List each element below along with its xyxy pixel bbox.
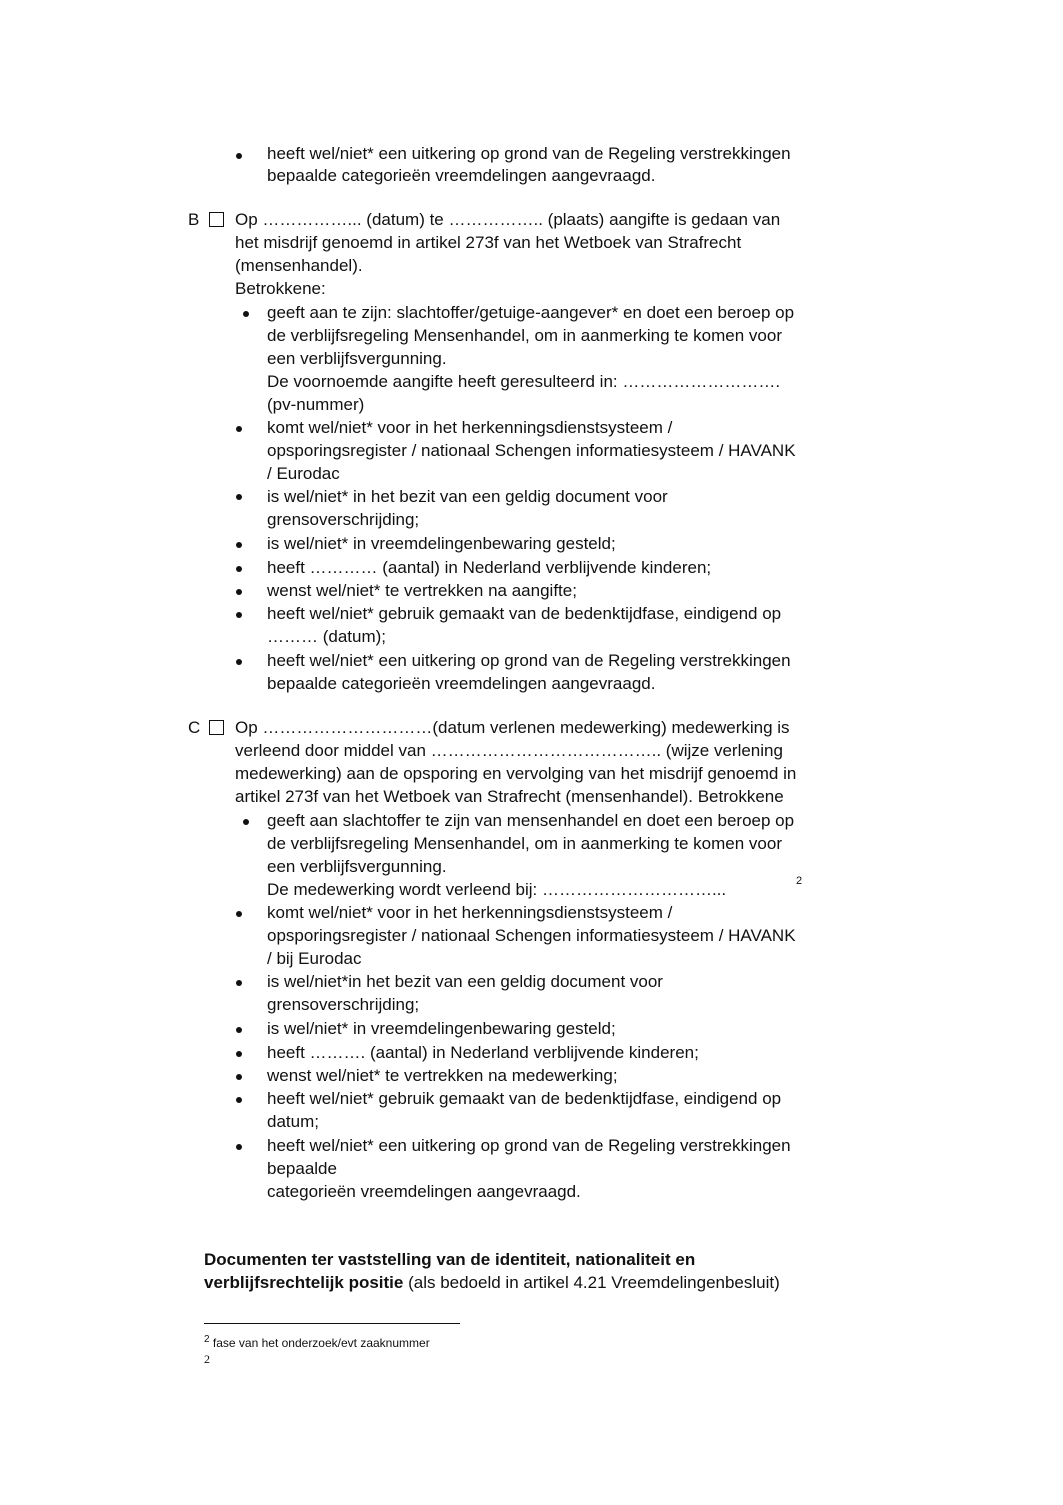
- list-item-line: een verblijfsvergunning.: [267, 349, 447, 368]
- list-item-line: ……… (datum);: [267, 627, 387, 646]
- list-item-line: grensoverschrijding;: [267, 510, 420, 529]
- list-item-line: is wel/niet*in het bezit van een geldig document voor: [267, 972, 663, 991]
- heading-line: Documenten ter vaststelling van de identiteit, nationaliteit en: [204, 1250, 696, 1269]
- bullet-icon: [236, 1074, 242, 1080]
- bullet-icon: [236, 1051, 242, 1057]
- list-item-line: heeft wel/niet* gebruik gemaakt van de bedenktijdfase, eindigend op: [267, 604, 782, 623]
- list-item-line: heeft wel/niet* een uitkering op grond van de Regeling verstrekkingen: [267, 651, 791, 670]
- heading-normal-part: (als bedoeld in artikel 4.21 Vreemdelingenbesluit): [403, 1273, 780, 1292]
- list-item-line: heeft wel/niet* een uitkering op grond van de Regeling verstrekkingen: [267, 144, 791, 163]
- footnote-separator: [204, 1323, 460, 1324]
- list-item-line: geeft aan slachtoffer te zijn van mensenhandel en doet een beroep op: [267, 811, 795, 830]
- section-letter: C: [188, 718, 201, 737]
- footnote-ref[interactable]: 2: [796, 875, 803, 887]
- footnote-text: fase van het onderzoek/evt zaaknummer: [212, 1336, 430, 1350]
- list-item-line: geeft aan te zijn: slachtoffer/getuige-aangever* en doet een beroep op: [267, 303, 795, 322]
- bullet-icon: [236, 494, 242, 500]
- list-item-line: opsporingsregister / nationaal Schengen informatiesysteem / HAVANK: [267, 441, 796, 460]
- list-item-line: wenst wel/niet* te vertrekken na medewerking;: [267, 1066, 618, 1085]
- section-intro-line: verleend door middel van ………………………………….. (wijze verlening: [235, 741, 783, 760]
- list-item-line: is wel/niet* in vreemdelingenbewaring gesteld;: [267, 1019, 616, 1038]
- list-item-line: bepaalde categorieën vreemdelingen aangevraagd.: [267, 674, 656, 693]
- section-intro-line: Op …………………………(datum verlenen medewerking) medewerking is: [235, 718, 790, 737]
- bullet-icon: [236, 659, 242, 665]
- list-item-line: heeft ………. (aantal) in Nederland verblijvende kinderen;: [267, 1043, 699, 1062]
- bullet-icon: [236, 1027, 242, 1033]
- list-item-line: (pv-nummer): [267, 395, 365, 414]
- section-intro-line: medewerking) aan de opsporing en vervolging van het misdrijf genoemd in: [235, 764, 797, 783]
- footnote-number: 2: [204, 1334, 210, 1345]
- list-item-line: / Eurodac: [267, 464, 340, 483]
- checkbox-c[interactable]: [209, 720, 224, 735]
- checkbox-b[interactable]: [209, 212, 224, 227]
- section-intro-line: (mensenhandel).: [235, 256, 363, 275]
- section-letter: B: [188, 210, 200, 229]
- bullet-icon: [243, 311, 249, 317]
- heading-bold-part: verblijfsrechtelijk positie: [204, 1273, 404, 1292]
- list-item-line: de verblijfsregeling Mensenhandel, om in aanmerking te komen voor: [267, 834, 783, 853]
- bullet-icon: [236, 1097, 242, 1103]
- list-item-line: grensoverschrijding;: [267, 995, 420, 1014]
- list-item-line: heeft wel/niet* gebruik gemaakt van de bedenktijdfase, eindigend op: [267, 1089, 782, 1108]
- bullet-icon: [236, 153, 242, 159]
- section-intro-line: Op ……………... (datum) te …………….. (plaats) aangifte is gedaan van: [235, 210, 781, 229]
- bullet-icon: [236, 426, 242, 432]
- bullet-icon: [236, 980, 242, 986]
- list-item-line: komt wel/niet* voor in het herkenningsdienstsysteem /: [267, 903, 673, 922]
- list-item-line: / bij Eurodac: [267, 949, 362, 968]
- footnote: [204, 1333, 430, 1350]
- list-item-line: opsporingsregister / nationaal Schengen informatiesysteem / HAVANK: [267, 926, 796, 945]
- bullet-icon: [243, 819, 249, 825]
- list-item-line: wenst wel/niet* te vertrekken na aangifte;: [267, 581, 577, 600]
- list-item-line: de verblijfsregeling Mensenhandel, om in aanmerking te komen voor: [267, 326, 783, 345]
- bullet-icon: [236, 566, 242, 572]
- list-item-line: heeft wel/niet* een uitkering op grond van de Regeling verstrekkingen: [267, 1136, 791, 1155]
- heading-line: [204, 1272, 780, 1294]
- bullet-icon: [236, 589, 242, 595]
- section-intro-line: artikel 273f van het Wetboek van Strafrecht (mensenhandel). Betrokkene: [235, 787, 784, 806]
- list-item-line: categorieën vreemdelingen aangevraagd.: [267, 1182, 581, 1201]
- list-item-line: bepaalde: [267, 1159, 337, 1178]
- list-item-line: is wel/niet* in vreemdelingenbewaring gesteld;: [267, 534, 616, 553]
- list-item-line: komt wel/niet* voor in het herkenningsdienstsysteem /: [267, 418, 673, 437]
- list-item-line: bepaalde categorieën vreemdelingen aangevraagd.: [267, 166, 656, 185]
- list-item-line: De voornoemde aangifte heeft geresulteerd in: ……………………….: [267, 372, 781, 391]
- list-item-line: datum;: [267, 1112, 319, 1131]
- list-item-line: is wel/niet* in het bezit van een geldig document voor: [267, 487, 668, 506]
- bullet-icon: [236, 542, 242, 548]
- bullet-icon: [236, 911, 242, 917]
- bullet-icon: [236, 1144, 242, 1150]
- bullet-icon: [236, 612, 242, 618]
- list-item-line: een verblijfsvergunning.: [267, 857, 447, 876]
- list-item-line: heeft ………… (aantal) in Nederland verblijvende kinderen;: [267, 558, 712, 577]
- section-intro-line: het misdrijf genoemd in artikel 273f van het Wetboek van Strafrecht: [235, 233, 742, 252]
- section-intro-line: Betrokkene:: [235, 279, 326, 298]
- page-number: 2: [204, 1352, 210, 1366]
- list-item-line: De medewerking wordt verleend bij: …………………………...: [267, 880, 727, 899]
